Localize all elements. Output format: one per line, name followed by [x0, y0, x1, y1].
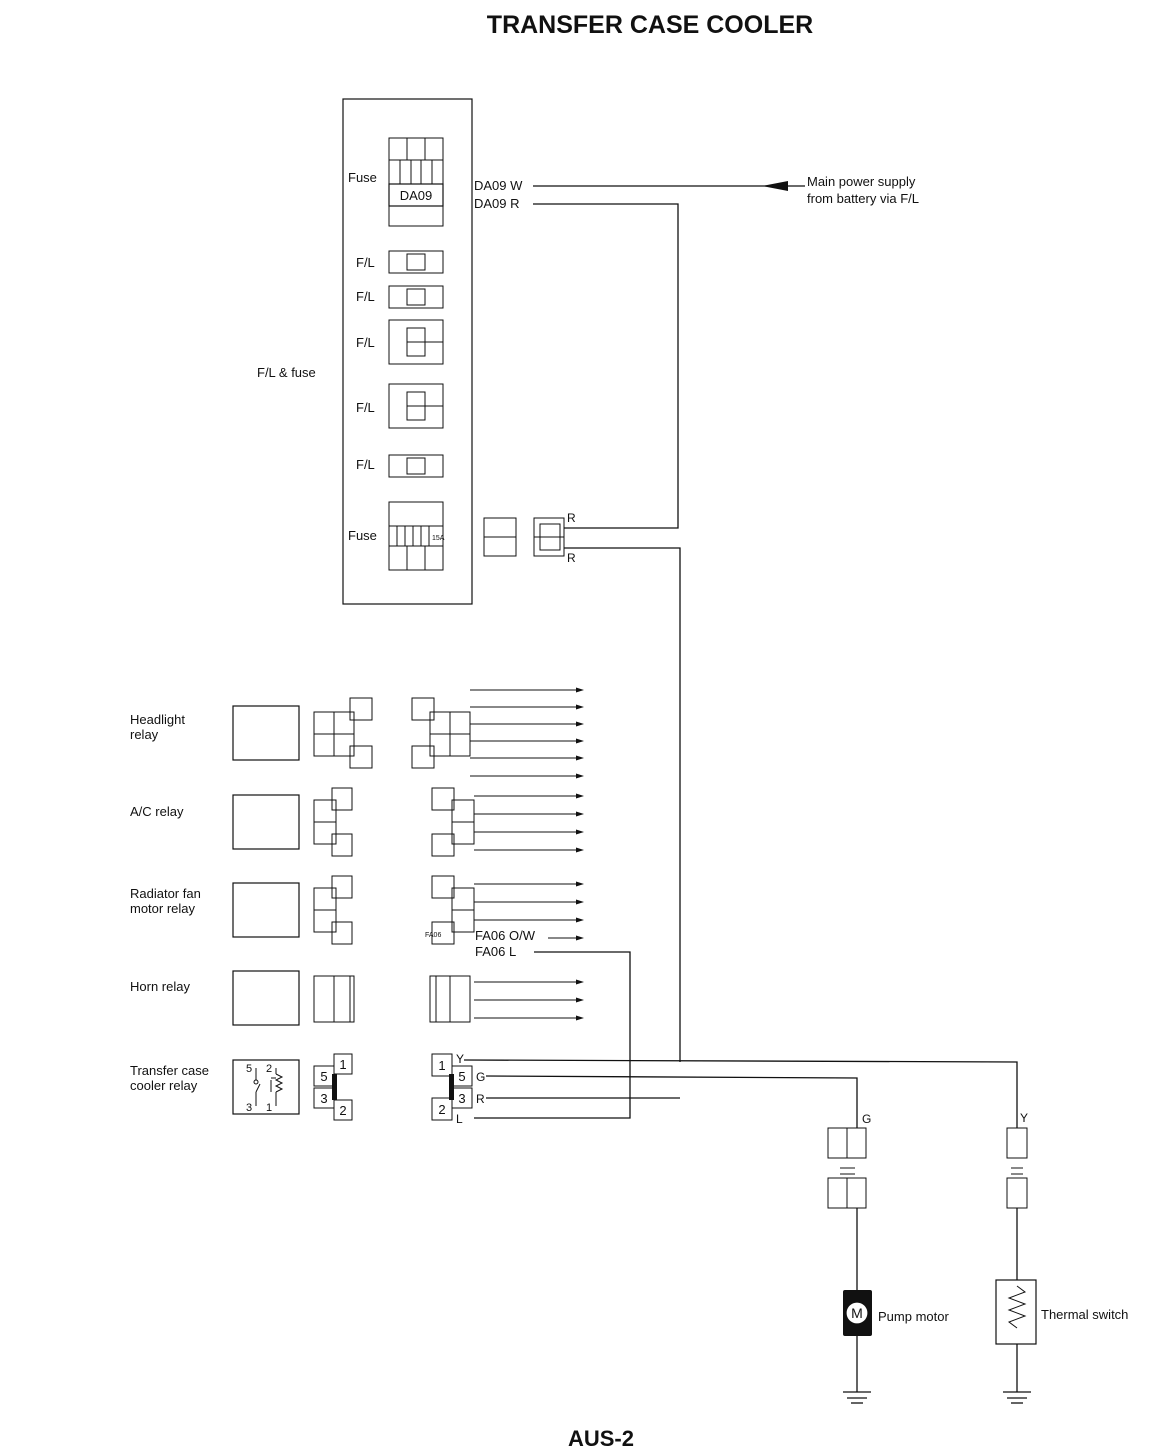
relay-label-transfer-1: Transfer case [130, 1063, 209, 1078]
relay-label-headlight-2: relay [130, 727, 159, 742]
fuse-block [343, 99, 472, 604]
wire-label-thermal-y: Y [1020, 1111, 1029, 1125]
arrow-icon [576, 722, 584, 727]
arrow-icon [576, 812, 584, 817]
wire-da09-r [533, 204, 678, 528]
thermal-switch-label: Thermal switch [1041, 1307, 1129, 1322]
wire-label-l: L [456, 1112, 463, 1126]
relay-label-ac: A/C relay [130, 804, 184, 819]
motor-m-symbol: M [851, 1305, 863, 1321]
page-number: AUS-2 [567, 1426, 635, 1451]
svg-text:5: 5 [458, 1069, 466, 1084]
wire-label-r: R [476, 1092, 485, 1106]
fuse-code-da09: DA09 [399, 188, 433, 203]
horn-relay-socket-left [314, 976, 354, 1022]
fa06-tag: FA06 [425, 932, 442, 939]
arrow-icon [576, 688, 584, 693]
fl-label-4: F/L [356, 400, 375, 415]
svg-text:1: 1 [339, 1057, 347, 1072]
arrow-icon [576, 1016, 584, 1021]
headlight-relay-socket-right [412, 698, 470, 768]
arrow-icon [576, 918, 584, 923]
fl-label-3: F/L [356, 335, 375, 350]
arrow-icon [576, 774, 584, 779]
svg-text:3: 3 [458, 1091, 466, 1106]
wire-label-fa06-ow: FA06 O/W [475, 928, 535, 943]
arrow-icon [576, 998, 584, 1003]
relay-label-radiator-2: motor relay [130, 901, 196, 916]
fuse-rating-15a: 15A [432, 535, 445, 542]
relay-label-transfer-2: cooler relay [130, 1078, 198, 1093]
svg-text:5: 5 [320, 1069, 328, 1084]
arrow-icon [576, 936, 584, 941]
radiator-relay-socket-left [314, 876, 352, 944]
svg-text:1: 1 [266, 1102, 273, 1114]
ground-icon [1003, 1392, 1031, 1403]
fuse-label-bottom: Fuse [348, 528, 377, 543]
wire-label-r-bottom: R [567, 551, 576, 565]
transfer-relay-symbol [233, 1060, 299, 1114]
relay-output-wires [470, 688, 584, 1021]
wire-fa06-l [474, 952, 630, 1118]
wire-label-da09-w: DA09 W [474, 178, 523, 193]
fl-label-2: F/L [356, 289, 375, 304]
pump-motor [843, 1290, 872, 1336]
wire-r-main [564, 548, 680, 1062]
pump-connector [828, 1128, 866, 1208]
horn-relay-body [233, 971, 299, 1025]
fl-label-5: F/L [356, 457, 375, 472]
thermal-switch [996, 1280, 1036, 1344]
pump-motor-label: Pump motor [878, 1309, 949, 1324]
headlight-relay-socket-left [314, 698, 372, 768]
ac-relay-socket-left [314, 788, 352, 856]
arrow-icon [576, 882, 584, 887]
arrow-icon [576, 739, 584, 744]
power-arrow-icon [762, 181, 788, 191]
arrow-icon [576, 900, 584, 905]
thermal-connector [1007, 1128, 1027, 1208]
fuse-label-top: Fuse [348, 170, 377, 185]
power-note-line2: from battery via F/L [807, 191, 919, 206]
relay-label-horn: Horn relay [130, 979, 190, 994]
wire-label-r-top: R [567, 511, 576, 525]
ac-relay-socket-right [432, 788, 474, 856]
svg-text:2: 2 [339, 1103, 347, 1118]
relay-label-headlight-1: Headlight [130, 712, 185, 727]
svg-text:5: 5 [246, 1063, 253, 1075]
radiator-relay-body [233, 883, 299, 937]
horn-relay-socket-right [430, 976, 470, 1022]
transfer-relay-socket-right [432, 1054, 472, 1120]
fl-label-1: F/L [356, 255, 375, 270]
transfer-relay-socket-left [314, 1054, 352, 1120]
svg-text:3: 3 [246, 1102, 253, 1114]
wire-label-fa06-l: FA06 L [475, 944, 517, 959]
svg-text:3: 3 [320, 1091, 328, 1106]
ground-icon [843, 1392, 871, 1403]
fl-and-fuse-label: F/L & fuse [257, 365, 316, 380]
svg-text:2: 2 [266, 1063, 273, 1075]
wire-label-da09-r: DA09 R [474, 196, 520, 211]
arrow-icon [576, 848, 584, 853]
wire-label-y: Y [456, 1052, 465, 1066]
relay-label-radiator-1: Radiator fan [130, 886, 201, 901]
power-note-line1: Main power supply [807, 174, 916, 189]
wire-label-pump-g: G [862, 1112, 872, 1126]
svg-text:1: 1 [438, 1058, 446, 1073]
wire-label-g: G [476, 1070, 486, 1084]
arrow-icon [576, 705, 584, 710]
svg-text:2: 2 [438, 1102, 446, 1117]
diagram-title: TRANSFER CASE COOLER [486, 11, 814, 39]
arrow-icon [576, 794, 584, 799]
wire-g [486, 1076, 857, 1128]
arrow-icon [576, 756, 584, 761]
fuse-connector-pair [484, 518, 564, 556]
radiator-relay-socket-right [425, 876, 474, 944]
ac-relay-body [233, 795, 299, 849]
arrow-icon [576, 980, 584, 985]
headlight-relay-body [233, 706, 299, 760]
arrow-icon [576, 830, 584, 835]
